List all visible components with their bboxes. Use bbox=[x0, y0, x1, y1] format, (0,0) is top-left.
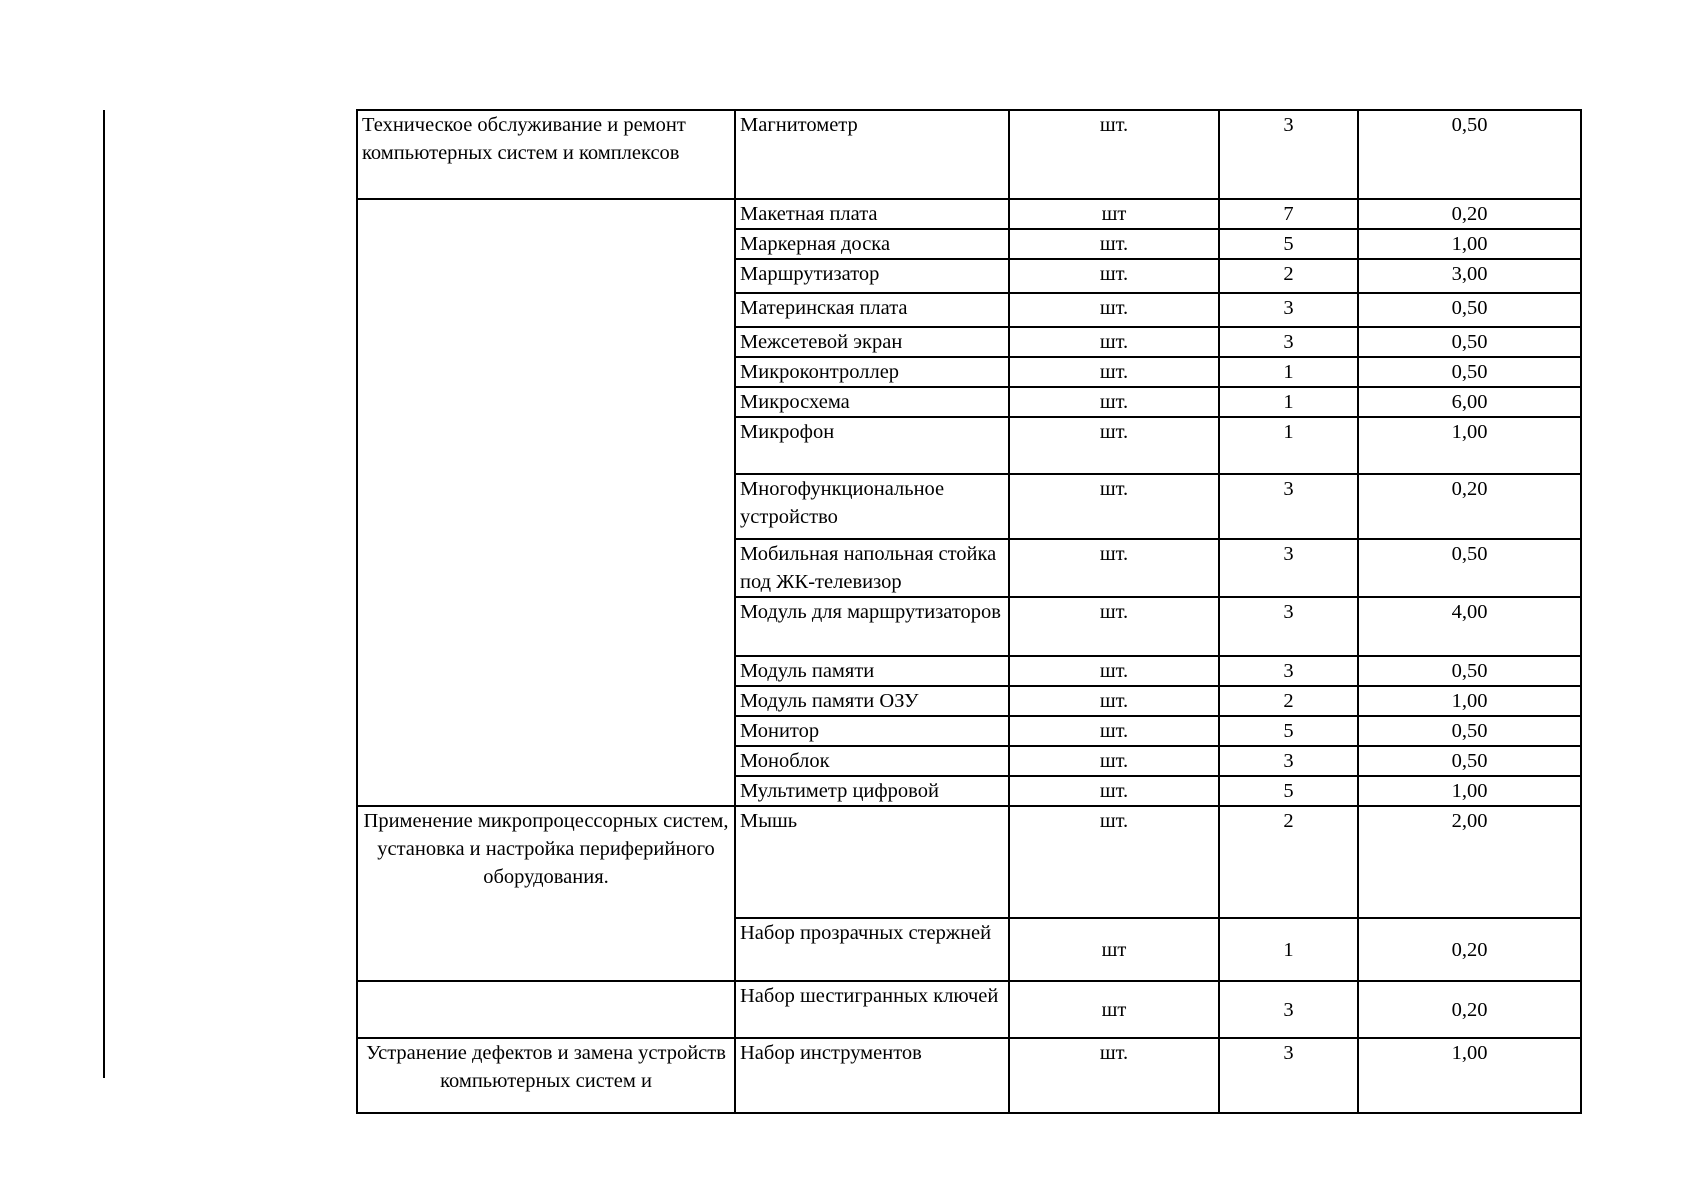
unit-cell: шт. bbox=[1009, 293, 1219, 327]
item-name-cell: Мобильная напольная стойка под ЖК-телевизор bbox=[735, 539, 1009, 597]
norm-cell: 3,00 bbox=[1358, 259, 1581, 293]
item-name-cell: Маршрутизатор bbox=[735, 259, 1009, 293]
unit-cell: шт. bbox=[1009, 806, 1219, 918]
unit-cell: шт. bbox=[1009, 1038, 1219, 1113]
quantity-cell: 1 bbox=[1219, 918, 1358, 981]
unit-cell: шт. bbox=[1009, 716, 1219, 746]
quantity-cell: 5 bbox=[1219, 776, 1358, 806]
quantity-cell: 3 bbox=[1219, 474, 1358, 539]
quantity-cell: 5 bbox=[1219, 229, 1358, 259]
item-name-cell: Набор инструментов bbox=[735, 1038, 1009, 1113]
norm-cell: 0,50 bbox=[1358, 110, 1581, 199]
unit-cell: шт bbox=[1009, 918, 1219, 981]
quantity-cell: 5 bbox=[1219, 716, 1358, 746]
item-name-cell: Межсетевой экран bbox=[735, 327, 1009, 357]
item-name-cell: Материнская плата bbox=[735, 293, 1009, 327]
quantity-cell: 3 bbox=[1219, 327, 1358, 357]
unit-cell: шт. bbox=[1009, 417, 1219, 474]
norm-cell: 2,00 bbox=[1358, 806, 1581, 918]
quantity-cell: 2 bbox=[1219, 686, 1358, 716]
section-cell: Техническое обслуживание и ремонт компьютерных систем и комплексов bbox=[357, 110, 735, 199]
norm-cell: 0,50 bbox=[1358, 293, 1581, 327]
item-name-cell: Микроконтроллер bbox=[735, 357, 1009, 387]
table-row bbox=[357, 806, 1581, 918]
norm-cell: 1,00 bbox=[1358, 417, 1581, 474]
norm-cell: 0,50 bbox=[1358, 746, 1581, 776]
item-name-cell: Мышь bbox=[735, 806, 1009, 918]
unit-cell: шт. bbox=[1009, 746, 1219, 776]
item-name-cell: Многофункциональное устройство bbox=[735, 474, 1009, 539]
table-row bbox=[357, 981, 1581, 1038]
unit-cell: шт. bbox=[1009, 686, 1219, 716]
item-name-cell: Макетная плата bbox=[735, 199, 1009, 229]
unit-cell: шт. bbox=[1009, 327, 1219, 357]
quantity-cell: 7 bbox=[1219, 199, 1358, 229]
item-name-cell: Модуль памяти ОЗУ bbox=[735, 686, 1009, 716]
quantity-cell: 3 bbox=[1219, 746, 1358, 776]
item-name-cell: Моноблок bbox=[735, 746, 1009, 776]
norm-cell: 1,00 bbox=[1358, 229, 1581, 259]
quantity-cell: 2 bbox=[1219, 806, 1358, 918]
quantity-cell: 1 bbox=[1219, 417, 1358, 474]
item-name-cell: Магнитометр bbox=[735, 110, 1009, 199]
section-cell: Применение микропроцессорных систем, установка и настройка периферийного оборудования. bbox=[357, 806, 735, 981]
quantity-cell: 1 bbox=[1219, 387, 1358, 417]
item-name-cell: Монитор bbox=[735, 716, 1009, 746]
quantity-cell: 3 bbox=[1219, 656, 1358, 686]
section-cell: Устранение дефектов и замена устройств компьютерных систем и bbox=[357, 1038, 735, 1113]
item-name-cell: Модуль памяти bbox=[735, 656, 1009, 686]
norm-cell: 0,50 bbox=[1358, 656, 1581, 686]
norm-cell: 0,50 bbox=[1358, 539, 1581, 597]
norm-cell: 0,50 bbox=[1358, 357, 1581, 387]
quantity-cell: 3 bbox=[1219, 597, 1358, 656]
unit-cell: шт. bbox=[1009, 357, 1219, 387]
equipment-table bbox=[356, 109, 1582, 1114]
section-cell bbox=[357, 199, 735, 806]
item-name-cell: Мультиметр цифровой bbox=[735, 776, 1009, 806]
unit-cell: шт. bbox=[1009, 776, 1219, 806]
table-row bbox=[357, 110, 1581, 199]
table-row bbox=[357, 1038, 1581, 1113]
norm-cell: 4,00 bbox=[1358, 597, 1581, 656]
quantity-cell: 3 bbox=[1219, 293, 1358, 327]
norm-cell: 6,00 bbox=[1358, 387, 1581, 417]
item-name-cell: Микрофон bbox=[735, 417, 1009, 474]
unit-cell: шт. bbox=[1009, 597, 1219, 656]
unit-cell: шт. bbox=[1009, 539, 1219, 597]
table-row bbox=[357, 199, 1581, 229]
quantity-cell: 3 bbox=[1219, 981, 1358, 1038]
item-name-cell: Набор шестигранных ключей bbox=[735, 981, 1009, 1038]
norm-cell: 1,00 bbox=[1358, 1038, 1581, 1113]
unit-cell: шт. bbox=[1009, 474, 1219, 539]
section-cell bbox=[357, 981, 735, 1038]
unit-cell: шт. bbox=[1009, 387, 1219, 417]
norm-cell: 1,00 bbox=[1358, 686, 1581, 716]
unit-cell: шт. bbox=[1009, 110, 1219, 199]
norm-cell: 0,20 bbox=[1358, 918, 1581, 981]
item-name-cell: Микросхема bbox=[735, 387, 1009, 417]
item-name-cell: Набор прозрачных стержней bbox=[735, 918, 1009, 981]
norm-cell: 0,50 bbox=[1358, 716, 1581, 746]
quantity-cell: 2 bbox=[1219, 259, 1358, 293]
unit-cell: шт. bbox=[1009, 656, 1219, 686]
norm-cell: 0,20 bbox=[1358, 199, 1581, 229]
norm-cell: 0,20 bbox=[1358, 981, 1581, 1038]
norm-cell: 1,00 bbox=[1358, 776, 1581, 806]
unit-cell: шт. bbox=[1009, 229, 1219, 259]
quantity-cell: 3 bbox=[1219, 1038, 1358, 1113]
quantity-cell: 3 bbox=[1219, 110, 1358, 199]
item-name-cell: Маркерная доска bbox=[735, 229, 1009, 259]
norm-cell: 0,50 bbox=[1358, 327, 1581, 357]
left-margin-rule bbox=[103, 110, 105, 1078]
table-viewport bbox=[356, 109, 1578, 1092]
unit-cell: шт bbox=[1009, 981, 1219, 1038]
unit-cell: шт bbox=[1009, 199, 1219, 229]
quantity-cell: 3 bbox=[1219, 539, 1358, 597]
item-name-cell: Модуль для маршрутизаторов bbox=[735, 597, 1009, 656]
unit-cell: шт. bbox=[1009, 259, 1219, 293]
norm-cell: 0,20 bbox=[1358, 474, 1581, 539]
quantity-cell: 1 bbox=[1219, 357, 1358, 387]
